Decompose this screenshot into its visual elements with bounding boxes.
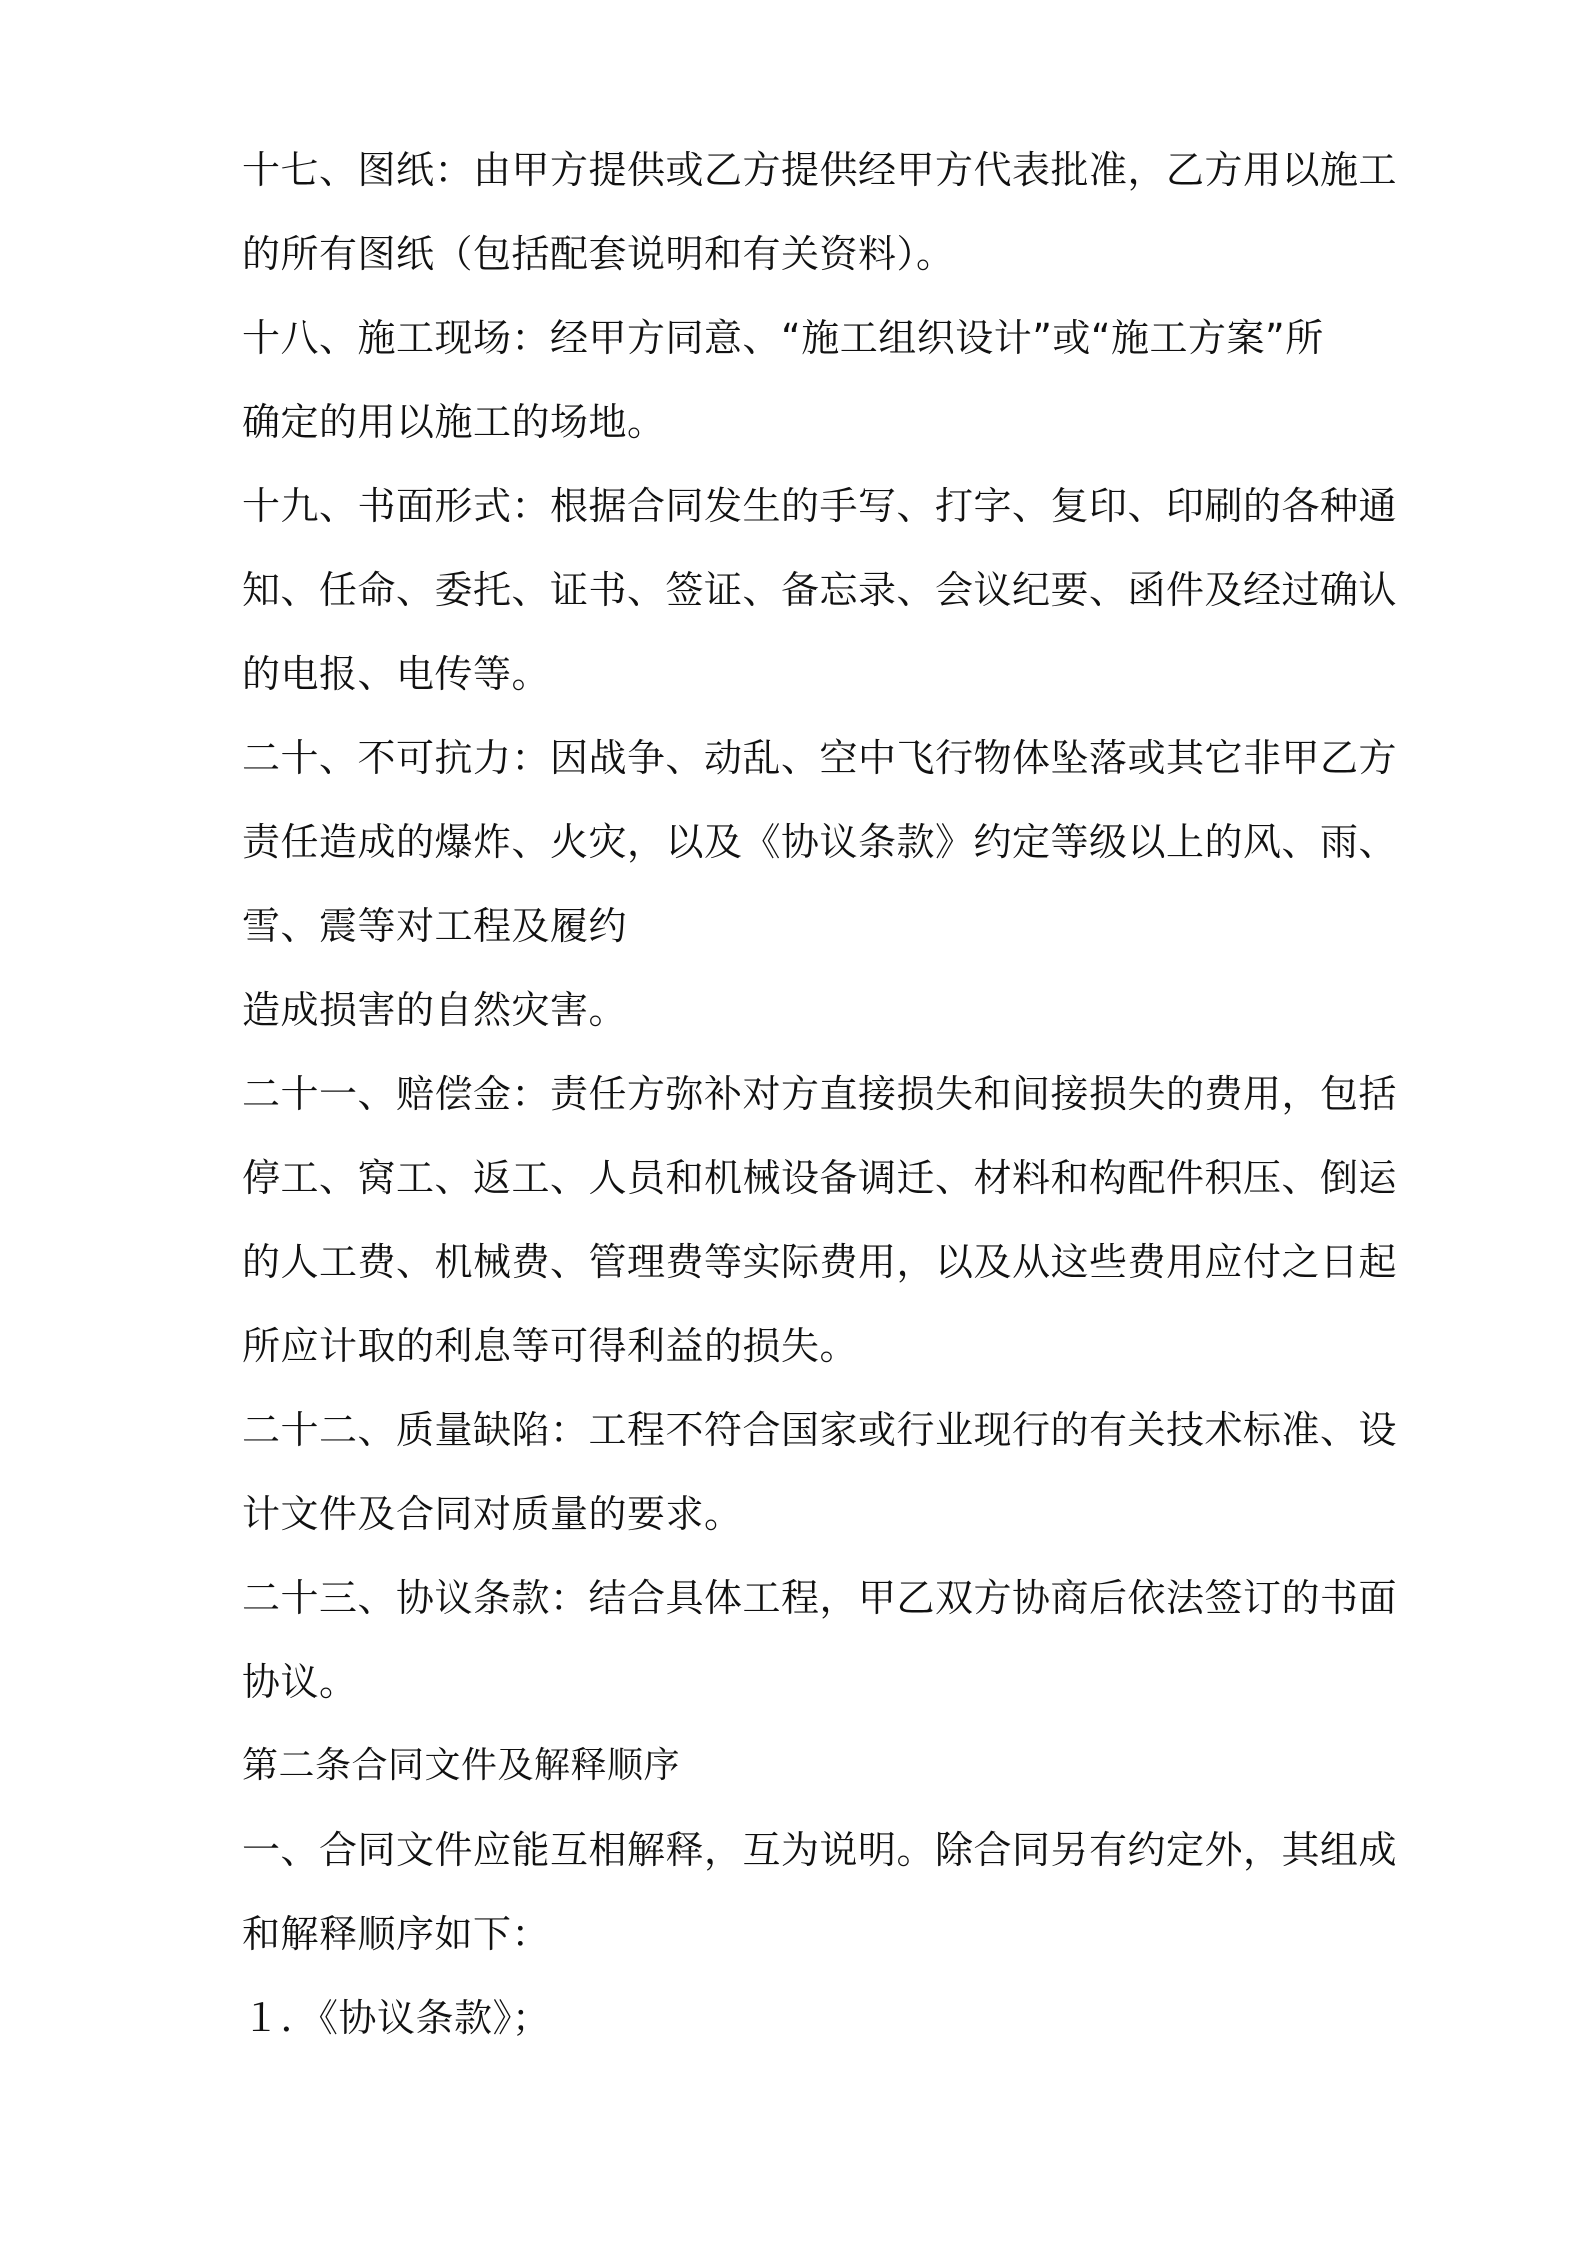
text-line: 确定的用以施工的场地。	[242, 400, 666, 444]
clause-22-paragraph	[242, 1388, 1398, 1556]
list-item	[242, 1976, 1362, 2060]
text-line: 所应计取的利息等可得利益的损失。	[242, 1324, 859, 1368]
text-line: 的所有图纸（包括配套说明和有关资料）。	[242, 232, 955, 276]
text-line: 雪、震等对工程及履约	[242, 904, 628, 948]
text-line: 的电报、电传等。	[242, 652, 551, 696]
document-body	[242, 128, 1398, 2060]
text-line: 停工、窝工、返工、人员和机械设备调迁、材料和构配件积压、倒运	[242, 1156, 1398, 1200]
text-line: 十七、图纸：由甲方提供或乙方提供经甲方代表批准，乙方用以施工	[242, 148, 1398, 192]
section-title: 第二条合同文件及解释顺序	[242, 1745, 681, 1786]
text-line: 二十一、赔偿金：责任方弥补对方直接损失和间接损失的费用，包括	[242, 1072, 1398, 1116]
clause-20-paragraph	[242, 716, 1398, 1052]
clause-19-paragraph	[242, 464, 1398, 716]
text-line: 计文件及合同对质量的要求。	[242, 1492, 743, 1536]
text-line: 协议。	[242, 1660, 358, 1704]
text-line: 责任造成的爆炸、火灾，以及《协议条款》约定等级以上的风、雨、	[242, 820, 1398, 864]
text-line: 二十三、协议条款：结合具体工程，甲乙双方协商后依法签订的书面	[242, 1576, 1398, 1620]
text-line: 造成损害的自然灾害。	[242, 988, 628, 1032]
text-line: 二十二、质量缺陷：工程不符合国家或行业现行的有关技术标准、设	[242, 1408, 1398, 1452]
text-line: 十九、书面形式：根据合同发生的手写、打字、复印、印刷的各种通	[242, 484, 1398, 528]
text-line: 一、合同文件应能互相解释，互为说明。除合同另有约定外，其组成	[242, 1828, 1398, 1872]
text-line: 的人工费、机械费、管理费等实际费用，以及从这些费用应付之日起	[242, 1240, 1398, 1284]
text-line: 十八、施工现场：经甲方同意、“施工组织设计”或“施工方案”所	[242, 316, 1324, 360]
text-line: １．《协议条款》；	[242, 1996, 551, 2040]
text-line: 二十、不可抗力：因战争、动乱、空中飞行物体坠落或其它非甲乙方	[242, 736, 1398, 780]
text-line: 和解释顺序如下：	[242, 1912, 551, 1956]
section-2-item-1-paragraph	[242, 1808, 1398, 1976]
clause-18-paragraph	[242, 296, 1362, 464]
clause-17-paragraph	[242, 128, 1398, 296]
clause-23-paragraph	[242, 1556, 1398, 1724]
text-line: 知、任命、委托、证书、签证、备忘录、会议纪要、函件及经过确认	[242, 568, 1398, 612]
clause-21-paragraph	[242, 1052, 1398, 1388]
section-heading	[242, 1724, 1362, 1808]
